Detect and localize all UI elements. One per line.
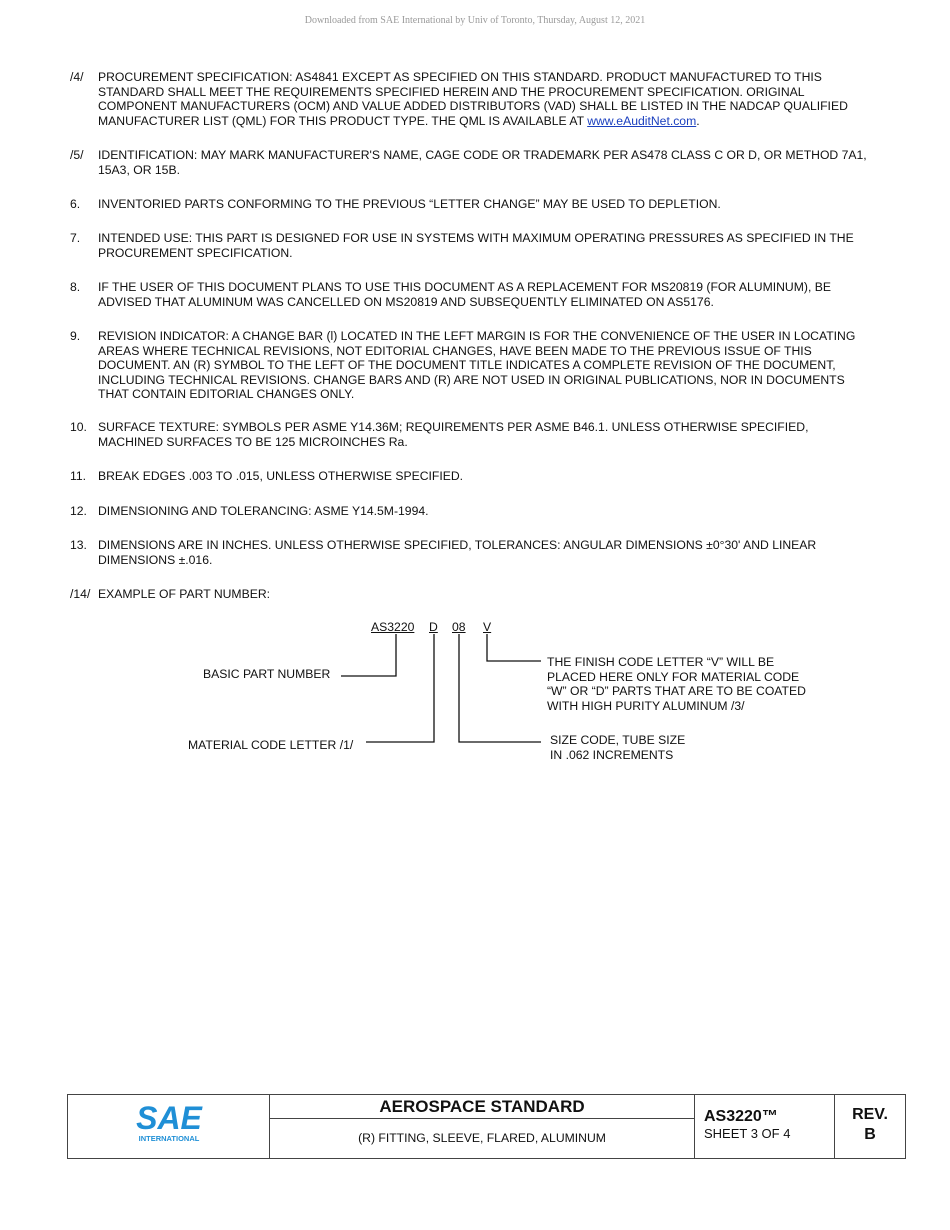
note-text: SURFACE TEXTURE: SYMBOLS PER ASME Y14.36M; REQUIREMENTS PER ASME B46.1. UNLESS OTHERWISE SPECIFIED, MACHINED SURFACES TO BE 125 MICROINCHES Ra. xyxy=(98,420,809,449)
pn-finish: V xyxy=(483,620,492,634)
note-text: EXAMPLE OF PART NUMBER: xyxy=(98,587,271,601)
note-text: INTENDED USE: THIS PART IS DESIGNED FOR USE IN SYSTEMS WITH MAXIMUM OPERATING PRESSURES AS SPECIFIED IN THE PROCUREMENT SPECIFICATION. xyxy=(98,231,854,260)
note-number: 7. xyxy=(70,231,81,245)
watermark: Downloaded from SAE International by Univ of Toronto, Thursday, August 12, 2021 xyxy=(304,15,646,26)
rev-label: REV. xyxy=(852,1106,888,1123)
note-text: DIMENSIONS ARE IN INCHES. UNLESS OTHERWISE SPECIFIED, TOLERANCES: ANGULAR DIMENSIONS ±0°30' AND LINEAR DIMENSIONS ±.016. xyxy=(98,538,817,567)
note-number: /5/ xyxy=(70,148,84,162)
note-number: 11. xyxy=(70,469,87,483)
leader-basic xyxy=(341,634,396,676)
pn-basic: AS3220 xyxy=(371,620,415,634)
note-text: INVENTORIED PARTS CONFORMING TO THE PREVIOUS “LETTER CHANGE” MAY BE USED TO DEPLETION. xyxy=(98,197,721,211)
leader-material xyxy=(366,634,434,742)
note-text: PROCUREMENT SPECIFICATION: AS4841 EXCEPT AS SPECIFIED ON THIS STANDARD. PRODUCT MANUFACTURED TO THIS STANDARD SHALL MEET THE REQUIREMENTS SPECIFIED HEREIN AND THE PROCUREMENT SPECIFICATION. ORIGINAL COMPONENT MANUFACTURERS (OCM) AND VALUE ADDED DISTRIBUTORS (VAD) SHALL BE LISTED IN THE NADCAP QUALIFIED MANUFACTURER LIST (QML) FOR THIS PRODUCT TYPE. THE QML IS AVAILABLE AT www.eAuditNet.com. xyxy=(98,70,848,128)
title-block xyxy=(67,1094,906,1159)
finish-code-label: THE FINISH CODE LETTER “V” WILL BE PLACED HERE ONLY FOR MATERIAL CODE “W” OR “D” PARTS THAT ARE TO BE COATED WITH HIGH PURITY ALUMINUM /3/ xyxy=(547,655,806,713)
note-text: DIMENSIONING AND TOLERANCING: ASME Y14.5M-1994. xyxy=(98,504,429,518)
rev-value: B xyxy=(864,1126,876,1143)
std-info xyxy=(694,1095,835,1158)
std-number: AS3220™ xyxy=(704,1108,778,1125)
basic-part-number-label: BASIC PART NUMBER xyxy=(203,667,331,681)
leader-size xyxy=(459,634,541,742)
leader-finish xyxy=(487,634,541,661)
note-text: IDENTIFICATION: MAY MARK MANUFACTURER'S NAME, CAGE CODE OR TRADEMARK PER AS478 CLASS C OR D, OR METHOD 7A1, 15A3, OR 15B. xyxy=(98,148,867,177)
pn-material: D xyxy=(429,620,438,634)
note-number: 10. xyxy=(70,420,87,434)
sheet-number: SHEET 3 OF 4 xyxy=(704,1126,791,1141)
note-text: REVISION INDICATOR: A CHANGE BAR (l) LOCATED IN THE LEFT MARGIN IS FOR THE CONVENIENCE OF THE USER IN LOCATING AREAS WHERE TECHNICAL REVISIONS, NOT EDITORIAL CHANGES, HAVE BEEN MADE TO THE PREVIOUS ISSUE OF THIS DOCUMENT. AN (R) SYMBOL TO THE LEFT OF THE DOCUMENT TITLE INDICATES A COMPLETE REVISION OF THE DOCUMENT, INCLUDING TECHNICAL REVISIONS. CHANGE BARS AND (R) ARE NOT USED IN ORIGINAL PUBLICATIONS, NOR IN DOCUMENTS THAT CONTAIN EDITORIAL CHANGES ONLY. xyxy=(98,329,856,402)
note-text: BREAK EDGES .003 TO .015, UNLESS OTHERWISE SPECIFIED. xyxy=(98,469,464,483)
pn-size: 08 xyxy=(452,620,466,634)
sae-logo-icon xyxy=(68,1095,270,1158)
doc-title: (R) FITTING, SLEEVE, FLARED, ALUMINUM xyxy=(358,1131,606,1145)
note-text: IF THE USER OF THIS DOCUMENT PLANS TO USE THIS DOCUMENT AS A REPLACEMENT FOR MS20819 (FOR ALUMINUM), BE ADVISED THAT ALUMINUM WAS CANCELLED ON MS20819 AND SUBSEQUENTLY ELIMINATED ON AS5176. xyxy=(98,280,831,309)
note-number: /4/ xyxy=(70,70,84,84)
note-number: /14/ xyxy=(70,587,91,601)
eauditnet-link[interactable]: www.eAuditNet.com xyxy=(587,113,697,128)
heading: AEROSPACE STANDARD xyxy=(270,1095,694,1119)
note-number: 9. xyxy=(70,329,81,343)
size-code-label: SIZE CODE, TUBE SIZE IN .062 INCREMENTS xyxy=(550,733,686,762)
logo-text: SAE xyxy=(136,1100,202,1136)
note-number: 6. xyxy=(70,197,81,211)
logo-sub: INTERNATIONAL xyxy=(138,1134,200,1143)
note-number: 8. xyxy=(70,280,81,294)
note-number: 12. xyxy=(70,504,87,518)
material-code-label: MATERIAL CODE LETTER /1/ xyxy=(188,738,354,752)
sae-logo xyxy=(68,1095,270,1158)
revision xyxy=(835,1095,905,1158)
note-number: 13. xyxy=(70,538,87,552)
